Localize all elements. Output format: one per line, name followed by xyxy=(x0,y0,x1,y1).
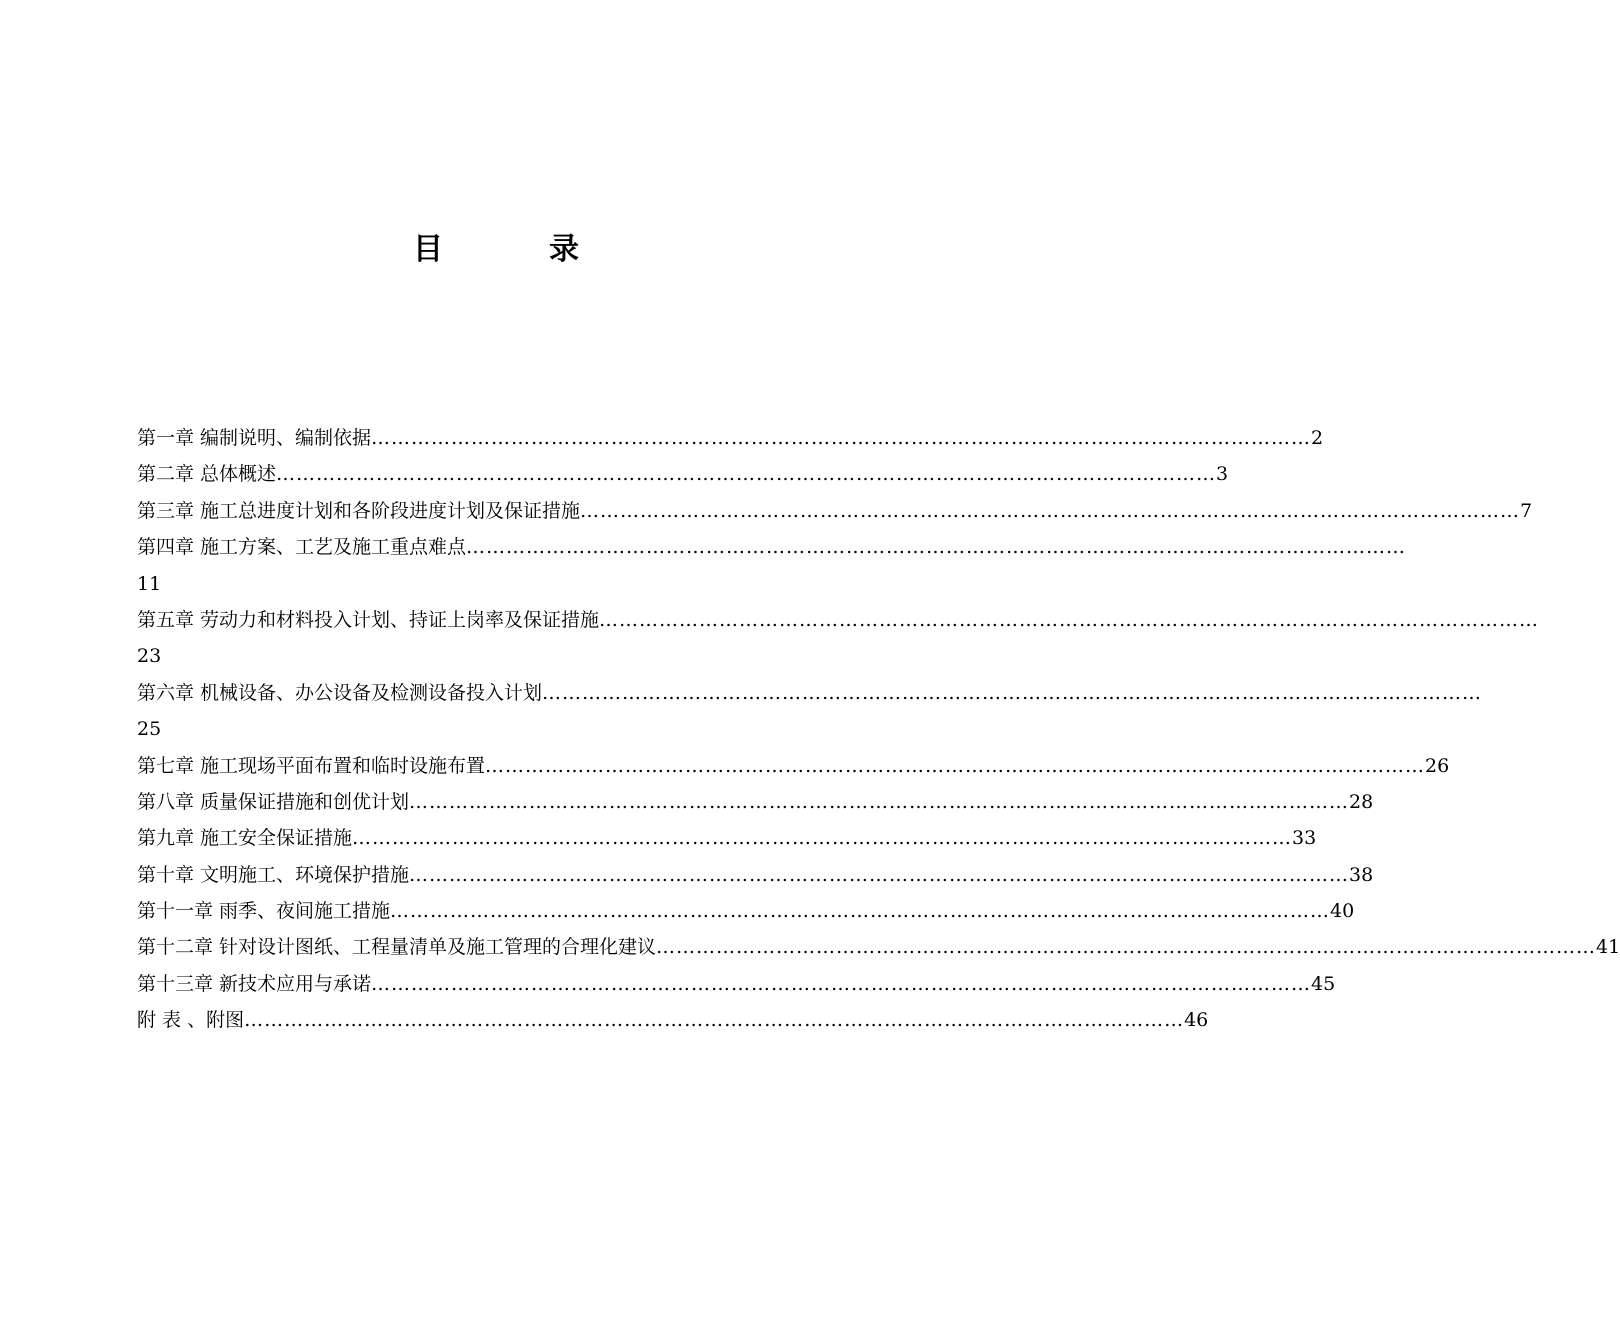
toc-entry[interactable] xyxy=(137,966,1336,1002)
toc-entry-page: 25 xyxy=(137,718,162,741)
toc-leader-dots: …………………………………………………………………………………………………………………………… xyxy=(352,827,1293,850)
toc-entry[interactable] xyxy=(137,420,1324,456)
toc-entry-label: 第四章 施工方案、工艺及施工重点难点 xyxy=(137,536,467,559)
toc-entry-page: 46 xyxy=(1184,1009,1209,1032)
toc-leader-dots: …………………………………………………………………………………………………………………………… xyxy=(599,608,1540,631)
toc-leader-dots: …………………………………………………………………………………………………………………………… xyxy=(542,681,1483,704)
toc-entry-label: 第二章 总体概述 xyxy=(137,463,277,486)
toc-entry-page: 40 xyxy=(1330,900,1355,923)
toc-entry-page: 26 xyxy=(1425,754,1450,777)
toc-entry-page: 11 xyxy=(137,572,162,595)
toc-entry[interactable] xyxy=(137,1002,1209,1038)
toc-entry-page: 23 xyxy=(137,645,162,668)
toc-entry[interactable] xyxy=(137,893,1355,929)
toc-entry[interactable] xyxy=(137,456,1229,492)
toc-entry-page: 41 xyxy=(1596,936,1620,959)
toc-entry[interactable] xyxy=(137,857,1374,893)
toc-entry-page: 33 xyxy=(1292,827,1317,850)
toc-entry-page: 45 xyxy=(1311,972,1336,995)
toc-entry-label: 第七章 施工现场平面布置和临时设施布置 xyxy=(137,754,486,777)
toc-entry-label: 第八章 质量保证措施和创优计划 xyxy=(137,790,410,813)
toc-entry-label: 第十三章 新技术应用与承诺 xyxy=(137,972,372,995)
toc-title-char-1: 目 xyxy=(413,232,443,267)
toc-leader-dots: …………………………………………………………………………………………………………………………… xyxy=(371,972,1312,995)
toc-entry-label: 第六章 机械设备、办公设备及检测设备投入计划 xyxy=(137,681,543,704)
toc-entry[interactable] xyxy=(137,493,1533,529)
toc-entry-label: 第十章 文明施工、环境保护措施 xyxy=(137,863,410,886)
toc-entry-label: 附 表 、附图 xyxy=(137,1009,245,1032)
toc-entry[interactable] xyxy=(137,675,1483,711)
toc-leader-dots: …………………………………………………………………………………………………………………………… xyxy=(244,1009,1185,1032)
toc-entry-label: 第十一章 雨季、夜间施工措施 xyxy=(137,900,391,923)
toc-leader-dots: …………………………………………………………………………………………………………………………… xyxy=(390,900,1331,923)
toc-leader-dots: …………………………………………………………………………………………………………………………… xyxy=(656,936,1597,959)
toc-entry[interactable] xyxy=(137,748,1450,784)
toc-entry[interactable] xyxy=(137,602,1540,638)
toc-entry[interactable] xyxy=(137,929,1620,965)
toc-leader-dots: …………………………………………………………………………………………………………………………… xyxy=(409,863,1350,886)
toc-leader-dots: …………………………………………………………………………………………………………………………… xyxy=(371,427,1312,449)
toc-entry[interactable] xyxy=(137,529,1407,565)
toc-entry-label: 第九章 施工安全保证措施 xyxy=(137,827,353,850)
toc-entry-page: 28 xyxy=(1349,790,1374,813)
toc-entry[interactable] xyxy=(137,820,1317,856)
toc-entry-page: 2 xyxy=(1311,427,1324,449)
toc-title xyxy=(0,228,950,272)
toc-entry-page: 38 xyxy=(1349,863,1374,886)
table-of-contents xyxy=(137,420,1620,1039)
toc-leader-dots: …………………………………………………………………………………………………………………………… xyxy=(466,536,1407,559)
toc-entry[interactable] xyxy=(137,784,1374,820)
toc-title-char-2: 录 xyxy=(549,232,579,267)
toc-entry-label: 第十二章 针对设计图纸、工程量清单及施工管理的合理化建议 xyxy=(137,936,657,959)
toc-entry-label: 第五章 劳动力和材料投入计划、持证上岗率及保证措施 xyxy=(137,608,600,631)
toc-leader-dots: …………………………………………………………………………………………………………………………… xyxy=(580,499,1521,522)
toc-entry-page: 3 xyxy=(1216,463,1229,486)
toc-leader-dots: …………………………………………………………………………………………………………………………… xyxy=(485,754,1426,777)
toc-entry-page: 7 xyxy=(1520,499,1533,522)
toc-leader-dots: …………………………………………………………………………………………………………………………… xyxy=(276,463,1217,486)
toc-entry-label: 第三章 施工总进度计划和各阶段进度计划及保证措施 xyxy=(137,499,581,522)
toc-entry-label: 第一章 编制说明、编制依据 xyxy=(137,427,372,449)
toc-leader-dots: …………………………………………………………………………………………………………………………… xyxy=(409,790,1350,813)
